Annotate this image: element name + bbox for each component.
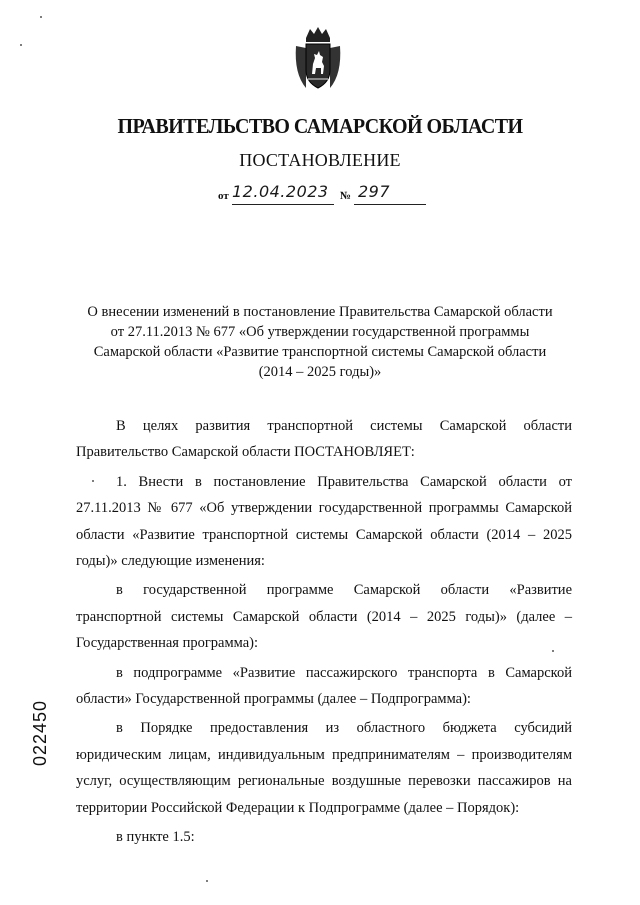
scan-speck (92, 480, 94, 482)
document-subject (70, 302, 570, 382)
body-paragraph: в пункте 1.5: (116, 829, 195, 846)
number-label: № (340, 190, 352, 202)
subject-line: О внесении изменений в постановление Правительства Самарской области (87, 304, 553, 320)
scan-speck (20, 44, 22, 46)
document-type: ПОСТАНОВЛЕНИЕ (239, 150, 401, 170)
date-value: 12.04.2023 (232, 182, 329, 201)
body-paragraph: 1. Внести в постановление Правительства Самарской области от 27.11.2013 № 677 «Об утверждении государственной программы Самарской области «Развитие транспортной системы Самарской области (2014 – 2025 годы)» следующие изменения: (76, 473, 572, 570)
body-paragraph: в Порядке предоставления из областного бюджета субсидий юридическим лицам, индивидуальным предпринимателям – производителям услуг, осуществляющим региональные воздушные перевозки пассажиров на территории Российской Федерации к Подпрограмме (далее – Порядок): (76, 720, 572, 816)
document-body (76, 413, 572, 851)
date-number-line (216, 184, 446, 208)
body-paragraph: в подпрограмме «Развитие пассажирского транспорта в Самарской области» Государственной программы (далее – Подпрограмма): (76, 664, 572, 708)
body-paragraph: в государственной программе Самарской области «Развитие транспортной системы Самарской области (2014 – 2025 годы)» (далее – Государственная программа): (76, 582, 572, 652)
date-label: от (218, 190, 229, 202)
subject-line: (2014 – 2025 годы)» (258, 364, 382, 380)
scan-speck (552, 650, 554, 652)
number-value: 297 (358, 182, 391, 201)
samara-coat-of-arms-icon (292, 24, 344, 92)
margin-serial-number: 022450 (30, 699, 50, 766)
subject-line: от 27.11.2013 № 677 «Об утверждении государственной программы (110, 324, 530, 340)
government-title: ПРАВИТЕЛЬСТВО САМАРСКОЙ ОБЛАСТИ (117, 114, 523, 138)
body-paragraph: В целях развития транспортной системы Самарской области Правительство Самарской области ПОСТАНОВЛЯЕТ: (76, 418, 572, 461)
scan-speck (206, 880, 208, 882)
scan-speck (40, 16, 42, 18)
subject-line: Самарской области «Развитие транспортной системы Самарской области (93, 344, 547, 360)
